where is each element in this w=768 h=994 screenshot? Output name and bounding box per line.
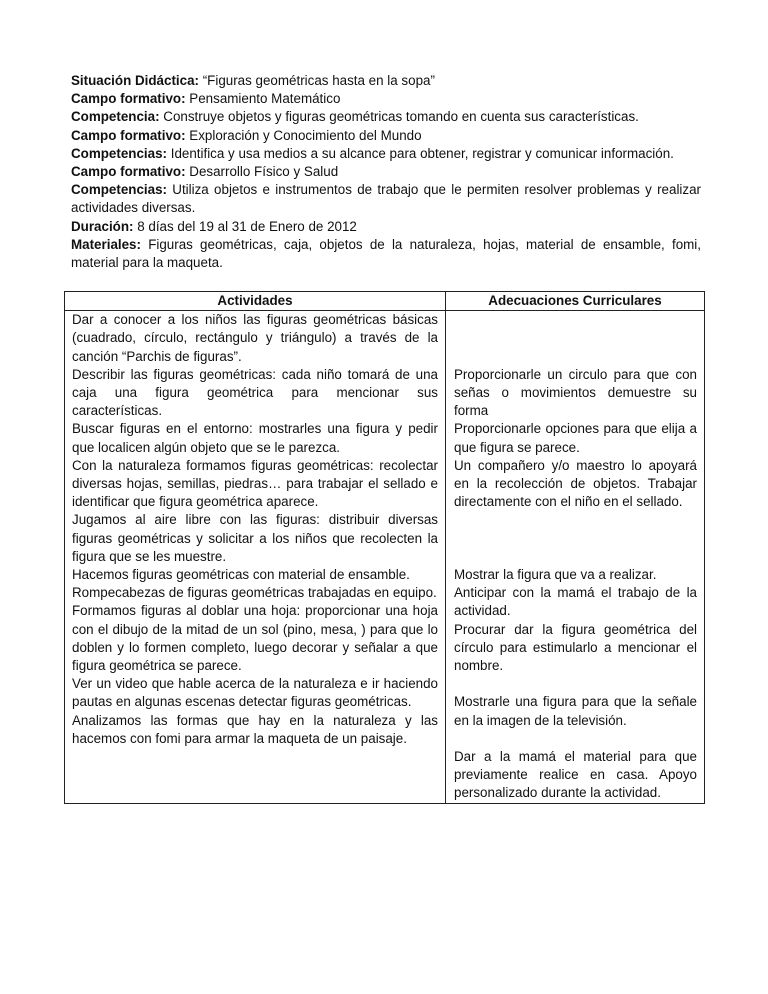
header-label: Competencias: — [71, 182, 167, 198]
header-line — [71, 163, 701, 181]
activity-item: Formamos figuras al doblar una hoja: proporcionar una hoja con el dibujo de la mitad de un sol (pino, mesa, ) para que lo doblen y lo formen completo, luego decorar y señalar a que figura geométrica se parece. — [72, 603, 438, 674]
activity-item: Jugamos al aire libre con las figuras: distribuir diversas figuras geométricas y solicitar a los niños que recolecten la figura que se les muestre. — [72, 512, 438, 564]
spacer — [454, 730, 697, 748]
header-line — [71, 72, 701, 90]
header-line — [71, 145, 701, 163]
activities-table — [64, 291, 705, 804]
activity-item: Rompecabezas de figuras geométricas trabajadas en equipo. — [72, 585, 437, 601]
table-row — [65, 311, 705, 803]
header-value: Construye objetos y figuras geométricas tomando en cuenta sus características. — [159, 109, 639, 125]
adaptation-item: Mostrar la figura que va a realizar. — [454, 567, 657, 583]
adaptations-cell — [446, 311, 705, 803]
header-label: Competencia: — [71, 109, 160, 125]
header-value: Exploración y Conocimiento del Mundo — [185, 127, 422, 143]
header-label: Competencias: — [71, 145, 167, 161]
activities-cell — [65, 311, 446, 803]
header-label: Campo formativo: — [71, 91, 186, 107]
header-line — [71, 236, 701, 272]
column-header-activities: Actividades — [65, 292, 446, 311]
adaptation-item: Un compañero y/o maestro lo apoyará en la recolección de objetos. Trabajar directamente con el niño en el sellado. — [454, 457, 697, 510]
header-line — [71, 127, 701, 145]
header-value: Desarrollo Físico y Salud — [185, 164, 339, 180]
header-line — [71, 90, 701, 108]
header-value: Pensamiento Matemático — [185, 91, 341, 107]
activity-item: Ver un video que hable acerca de la naturaleza e ir haciendo pautas en algunas escenas detectar figuras geométricas. — [72, 676, 438, 710]
header-value: 8 días del 19 al 31 de Enero de 2012 — [133, 218, 357, 234]
spacer — [454, 311, 697, 366]
activity-item: Con la naturaleza formamos figuras geométricas: recolectar diversas hojas, semillas, piedras… para trabajar el sellado e identificar que figura geométrica aparece. — [72, 457, 438, 510]
document-page — [71, 72, 701, 272]
header-label: Campo formativo: — [71, 127, 186, 143]
header-value: Figuras geométricas, caja, objetos de la naturaleza, hojas, material de ensamble, fomi, material para la maqueta. — [71, 236, 701, 271]
table-header-row — [65, 292, 705, 311]
spacer — [454, 675, 697, 693]
activity-item: Hacemos figuras geométricas con material de ensamble. — [72, 567, 410, 583]
document-header — [71, 72, 701, 272]
adaptation-item: Mostrarle una figura para que la señale en la imagen de la televisión. — [454, 694, 697, 728]
header-label: Campo formativo: — [71, 164, 186, 180]
header-value: “Figuras geométricas hasta en la sopa” — [198, 73, 435, 88]
adaptation-item: Dar a la mamá el material para que previamente realice en casa. Apoyo personalizado durante la actividad. — [454, 749, 697, 801]
activity-item: Dar a conocer a los niños las figuras geométricas básicas (cuadrado, círculo, rectángulo y triángulo) a través de la canción “Parchis de figuras”. — [72, 312, 438, 364]
adaptation-item: Proporcionarle opciones para que elija a que figura se parece. — [454, 421, 697, 455]
activity-item: Buscar figuras en el entorno: mostrarles una figura y pedir que localicen algún objeto que se le parezca. — [72, 421, 438, 455]
column-header-adaptations: Adecuaciones Curriculares — [446, 292, 705, 311]
header-value: Identifica y usa medios a su alcance para obtener, registrar y comunicar información. — [167, 145, 674, 161]
header-label: Situación Didáctica: — [71, 73, 199, 88]
header-label: Duración: — [71, 218, 134, 234]
adaptation-item: Procurar dar la figura geométrica del círculo para estimularlo a mencionar el nombre. — [454, 621, 697, 674]
header-line — [71, 218, 701, 236]
header-line — [71, 108, 701, 126]
adaptation-item: Anticipar con la mamá el trabajo de la actividad. — [454, 585, 697, 619]
header-line — [71, 181, 701, 217]
activity-item: Describir las figuras geométricas: cada niño tomará de una caja una figura geométrica para mencionar sus características. — [72, 366, 438, 419]
adaptation-item: Proporcionarle un circulo para que con señas o movimientos demuestre su forma — [454, 366, 697, 419]
activity-item: Analizamos las formas que hay en la naturaleza y las hacemos con fomi para armar la maqueta de un paisaje. — [72, 712, 438, 746]
header-label: Materiales: — [71, 236, 141, 252]
header-value: Utiliza objetos e instrumentos de trabajo que le permiten resolver problemas y realizar actividades diversas. — [71, 182, 701, 216]
spacer — [454, 511, 697, 566]
